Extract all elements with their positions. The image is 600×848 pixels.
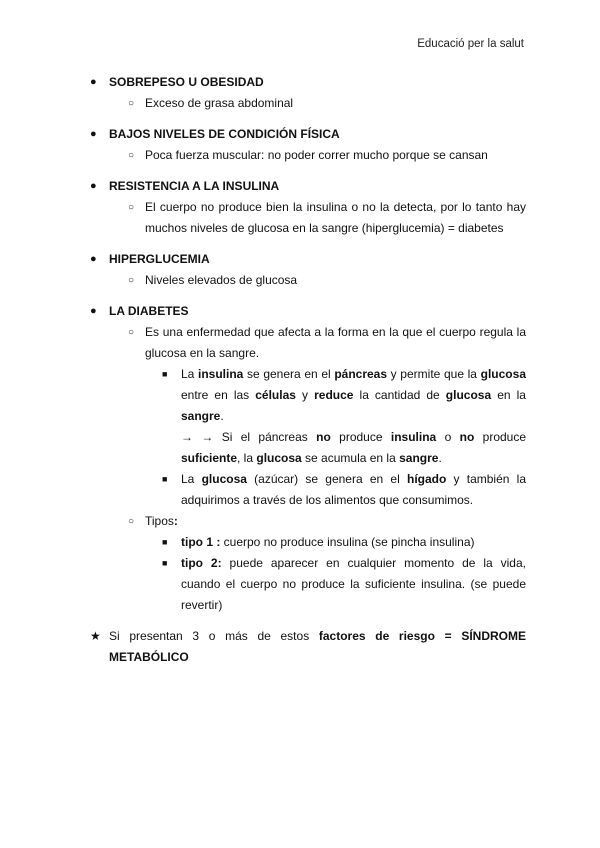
section-diabetes bbox=[90, 301, 526, 616]
section-resistencia-insulina bbox=[90, 176, 526, 239]
circle-bullet-icon: ○ bbox=[128, 275, 135, 286]
square-bullet-icon: ■ bbox=[162, 369, 168, 379]
bullet-icon: ● bbox=[90, 253, 97, 265]
tipos-item: ○ Tipos: bbox=[90, 511, 526, 532]
summary-line: ★ Si presentan 3 o más de estos factores de riesgo = SÍNDROME METABÓLICO bbox=[90, 626, 526, 668]
list-item: El cuerpo no produce bien la insulina o no la detecta, por lo tanto hay muchos niveles de glucosa en la sangre (hiperglucemia) = diabetes bbox=[145, 200, 526, 235]
bullet-icon: ● bbox=[90, 180, 97, 192]
tipo-2-item: ■ tipo 2: puede aparecer en cualquier momento de la vida, cuando el cuerpo no produce la suficiente insulina. (se puede revertir) bbox=[90, 553, 526, 616]
bullet-icon: ● bbox=[90, 305, 97, 317]
section-title: SOBREPESO U OBESIDAD bbox=[109, 75, 264, 89]
circle-bullet-icon: ○ bbox=[128, 202, 135, 213]
circle-bullet-icon: ○ bbox=[128, 327, 135, 338]
bullet-icon: ● bbox=[90, 128, 97, 140]
section-hiperglucemia bbox=[90, 249, 526, 291]
list-item: Niveles elevados de glucosa bbox=[145, 273, 298, 287]
circle-bullet-icon: ○ bbox=[128, 516, 135, 527]
page-header: Educació per la salut bbox=[417, 38, 524, 50]
glucosa-paragraph: ■ La glucosa (azúcar) se genera en el hígado y también la adquirimos a través de los alimentos que consumimos. bbox=[90, 469, 526, 511]
list-item: Exceso de grasa abdominal bbox=[145, 96, 294, 110]
list-item: Es una enfermedad que afecta a la forma en la que el cuerpo regula la glucosa en la sangre. bbox=[145, 325, 526, 360]
section-sobrepeso bbox=[90, 72, 526, 114]
tipo-1-item: ■ tipo 1 : cuerpo no produce insulina (se pincha insulina) bbox=[90, 532, 526, 553]
star-icon: ★ bbox=[90, 629, 101, 643]
pancreas-paragraph: → → Si el páncreas no produce insulina o no produce suficiente, la glucosa se acumula en la sangre. bbox=[181, 430, 527, 465]
list-item: Poca fuerza muscular: no poder correr mucho porque se cansan bbox=[145, 148, 488, 162]
document-body bbox=[90, 72, 526, 668]
section-title: BAJOS NIVELES DE CONDICIÓN FÍSICA bbox=[109, 127, 340, 141]
circle-bullet-icon: ○ bbox=[128, 98, 135, 109]
bullet-icon: ● bbox=[90, 76, 97, 88]
square-bullet-icon: ■ bbox=[162, 474, 168, 484]
square-bullet-icon: ■ bbox=[162, 537, 168, 547]
insulina-paragraph: ■ La insulina se genera en el páncreas y permite que la glucosa entre en las células y reduce la cantidad de glucosa en la sangre. bbox=[90, 364, 526, 427]
section-condicion-fisica bbox=[90, 124, 526, 166]
section-title: HIPERGLUCEMIA bbox=[109, 252, 210, 266]
section-title: RESISTENCIA A LA INSULINA bbox=[109, 179, 280, 193]
circle-bullet-icon: ○ bbox=[128, 150, 135, 161]
square-bullet-icon: ■ bbox=[162, 558, 168, 568]
section-title: LA DIABETES bbox=[109, 304, 189, 318]
